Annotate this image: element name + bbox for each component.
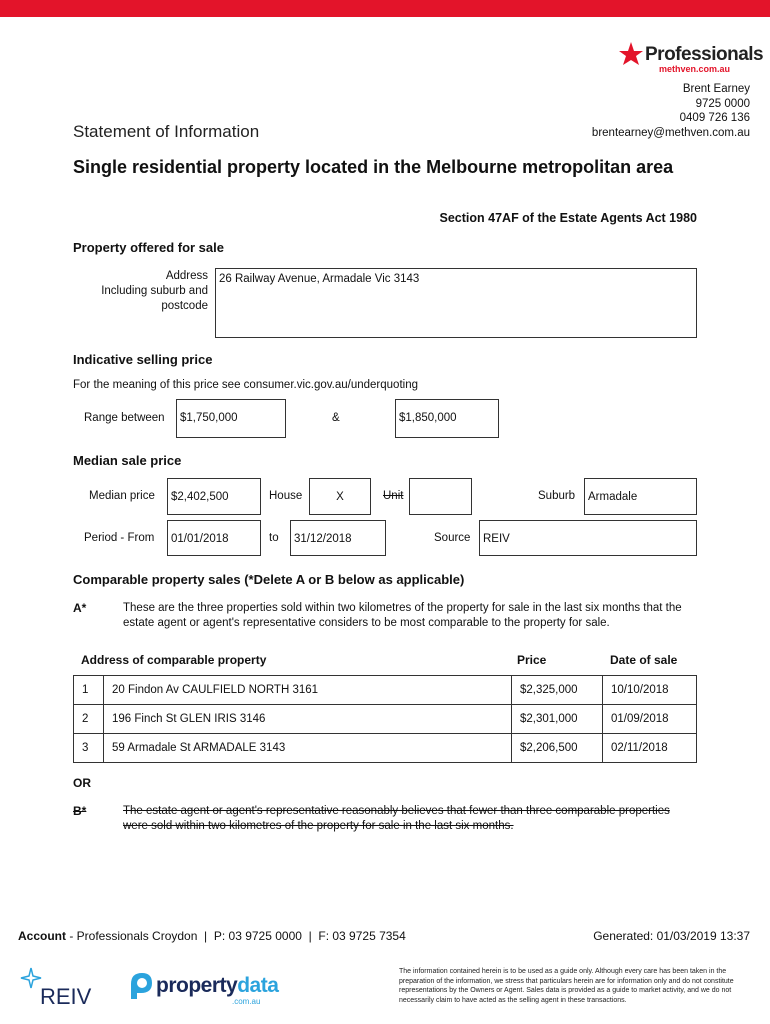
professionals-logo — [615, 40, 764, 76]
brand-sub: methven.com.au — [659, 64, 731, 74]
option-a-text: These are the three properties sold within two kilometres of the property for sale in the last six months that the estate agent or agent's representative considers to be most comparable to the property for sale. — [123, 602, 682, 629]
unit-checkbox[interactable] — [409, 478, 472, 515]
comparable-heading: Comparable property sales (*Delete A or B below as applicable) — [73, 572, 465, 587]
agent-email: brentearney@methven.com.au — [591, 126, 750, 139]
or-label: OR — [73, 776, 91, 790]
propertydata-icon — [128, 970, 154, 1000]
propertydata-sub: .com.au — [232, 997, 261, 1006]
period-from-field[interactable]: 01/01/2018 — [167, 520, 261, 556]
reiv-logo — [18, 966, 98, 1009]
agent-name: Brent Earney — [682, 83, 750, 95]
row-number: 1 — [74, 676, 104, 705]
house-checkbox[interactable]: X — [309, 478, 371, 515]
account-label: Account — [18, 929, 66, 943]
option-a-mark: A* — [73, 601, 87, 615]
period-label: Period - From — [84, 532, 155, 544]
top-red-bar — [0, 0, 770, 17]
row-number: 3 — [74, 734, 104, 763]
row-address[interactable]: 20 Findon Av CAULFIELD NORTH 3161 — [104, 676, 512, 705]
generated-timestamp: Generated: 01/03/2019 13:37 — [593, 929, 750, 943]
address-label-line1: Address — [165, 270, 208, 282]
table-row — [74, 734, 697, 763]
option-b-text: The estate agent or agent's representative reasonably believes that fewer than three comparable properties were sold within two kilometres of the property for sale in the last six months. — [123, 805, 670, 832]
comparable-table — [73, 675, 697, 763]
brand-name: Professionals — [645, 44, 764, 65]
price-low-field[interactable]: $1,750,000 — [176, 399, 286, 438]
median-price-label: Median price — [89, 490, 155, 502]
source-label: Source — [434, 532, 471, 544]
unit-label: Unit — [383, 490, 404, 502]
col-date-header: Date of sale — [610, 653, 678, 667]
table-row — [74, 705, 697, 734]
ampersand: & — [332, 412, 340, 424]
row-date[interactable]: 02/11/2018 — [603, 734, 697, 763]
to-label: to — [269, 532, 279, 544]
house-label: House — [269, 490, 303, 502]
account-footer — [18, 929, 406, 943]
account-details: - Professionals Croydon | P: 03 9725 0000 | F: 03 9725 7354 — [66, 929, 406, 943]
row-price[interactable]: $2,301,000 — [512, 705, 603, 734]
address-label-line3: postcode — [161, 300, 208, 312]
row-address[interactable]: 59 Armadale St ARMADALE 3143 — [104, 734, 512, 763]
row-number: 2 — [74, 705, 104, 734]
suburb-field[interactable]: Armadale — [584, 478, 697, 515]
range-label: Range between — [84, 412, 165, 424]
page-heading: Single residential property located in the Melbourne metropolitan area — [73, 157, 674, 177]
propertydata-wordmark — [156, 974, 278, 998]
col-price-header: Price — [517, 653, 547, 667]
star-icon — [617, 40, 645, 68]
agent-contact — [592, 82, 750, 140]
pd-main: property — [156, 974, 238, 997]
row-date[interactable]: 10/10/2018 — [603, 676, 697, 705]
agent-phone: 9725 0000 — [695, 97, 750, 110]
price-high-field[interactable]: $1,850,000 — [395, 399, 499, 438]
propertydata-logo — [128, 970, 278, 1010]
agent-mobile: 0409 726 136 — [679, 112, 750, 124]
property-heading: Property offered for sale — [73, 240, 224, 255]
option-b-mark: B* — [73, 804, 87, 818]
source-field[interactable]: REIV — [479, 520, 697, 556]
row-price[interactable]: $2,325,000 — [512, 676, 603, 705]
suburb-label: Suburb — [538, 490, 576, 502]
median-heading: Median sale price — [73, 453, 182, 468]
disclaimer: The information contained herein is to be used as a guide only. Although every care has been taken in the preparation of the information, we stress that particulars herein are for information only and do not constitute representations by the Owners or Agent. Sales data is provided as a guide to market activity, and we do not necessarily claim to have acted as the selling agent in these transactions. — [399, 968, 734, 1004]
doc-title: Statement of Information — [73, 122, 260, 141]
address-field[interactable]: 26 Railway Avenue, Armadale Vic 3143 — [215, 268, 697, 338]
underquoting-note: For the meaning of this price see consumer.vic.gov.au/underquoting — [73, 379, 418, 391]
row-date[interactable]: 01/09/2018 — [603, 705, 697, 734]
address-label-line2: Including suburb and — [101, 285, 208, 297]
pd-accent: data — [237, 974, 279, 997]
section-ref: Section 47AF of the Estate Agents Act 1980 — [439, 211, 697, 225]
table-row — [74, 676, 697, 705]
indicative-heading: Indicative selling price — [73, 352, 213, 367]
median-price-field[interactable]: $2,402,500 — [167, 478, 261, 515]
address-label — [80, 269, 208, 314]
row-address[interactable]: 196 Finch St GLEN IRIS 3146 — [104, 705, 512, 734]
period-to-field[interactable]: 31/12/2018 — [290, 520, 386, 556]
col-address-header: Address of comparable property — [81, 653, 267, 667]
reiv-text: REIV — [40, 984, 92, 1009]
row-price[interactable]: $2,206,500 — [512, 734, 603, 763]
